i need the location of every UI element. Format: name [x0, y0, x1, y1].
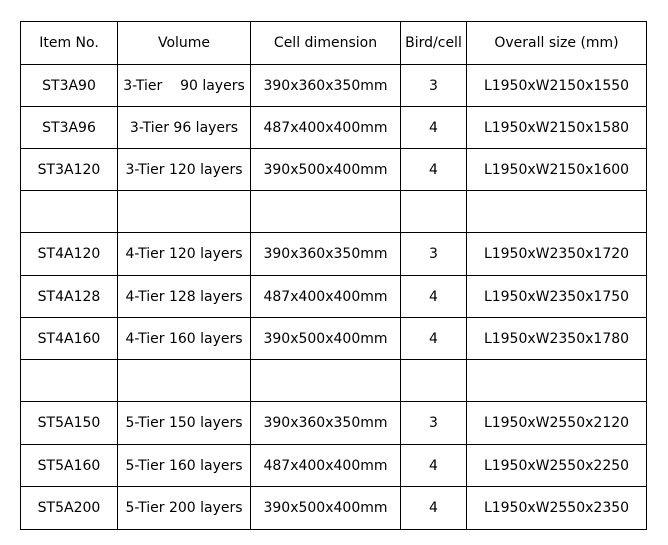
cell-dimension-cell: 487x400x400mm [251, 107, 401, 149]
table-row [21, 487, 647, 530]
volume-cell: 4-Tier 160 layers [118, 318, 251, 360]
item-no-cell: ST5A160 [21, 445, 118, 487]
volume-cell: 4-Tier 128 layers [118, 276, 251, 318]
item-no-cell: ST3A120 [21, 149, 118, 191]
cell-dimension-cell: 390x360x350mm [251, 402, 401, 445]
table-row [21, 65, 647, 107]
header-overall-size: Overall size (mm) [467, 22, 647, 65]
item-no-cell: ST5A150 [21, 402, 118, 445]
item-no-cell: ST4A160 [21, 318, 118, 360]
volume-cell: 5-Tier 200 layers [118, 487, 251, 530]
table-row [21, 276, 647, 318]
header-row [21, 22, 647, 65]
bird-per-cell-cell: 4 [401, 487, 467, 530]
bird-per-cell-cell: 4 [401, 276, 467, 318]
overall-size-cell: L1950xW2550x2120 [467, 402, 647, 445]
bird-per-cell-cell: 3 [401, 233, 467, 276]
item-no-cell: ST5A200 [21, 487, 118, 530]
empty-cell [401, 191, 467, 233]
overall-size-cell: L1950xW2550x2350 [467, 487, 647, 530]
header-bird-per-cell: Bird/cell [401, 22, 467, 65]
spacer-row [21, 360, 647, 402]
item-no-cell: ST4A120 [21, 233, 118, 276]
table-row [21, 107, 647, 149]
empty-cell [21, 191, 118, 233]
overall-size-cell: L1950xW2350x1780 [467, 318, 647, 360]
cell-dimension-cell: 487x400x400mm [251, 276, 401, 318]
header-item-no: Item No. [21, 22, 118, 65]
empty-cell [251, 191, 401, 233]
cell-dimension-cell: 390x500x400mm [251, 149, 401, 191]
volume-cell: 5-Tier 160 layers [118, 445, 251, 487]
item-no-cell: ST3A96 [21, 107, 118, 149]
bird-per-cell-cell: 3 [401, 65, 467, 107]
bird-per-cell-cell: 4 [401, 445, 467, 487]
spacer-row [21, 191, 647, 233]
header-cell-dimension: Cell dimension [251, 22, 401, 65]
item-no-cell: ST4A128 [21, 276, 118, 318]
bird-per-cell-cell: 4 [401, 149, 467, 191]
overall-size-cell: L1950xW2350x1720 [467, 233, 647, 276]
overall-size-cell: L1950xW2550x2250 [467, 445, 647, 487]
empty-cell [21, 360, 118, 402]
overall-size-cell: L1950xW2150x1580 [467, 107, 647, 149]
table-row [21, 149, 647, 191]
volume-cell: 4-Tier 120 layers [118, 233, 251, 276]
spec-table [20, 21, 647, 530]
overall-size-cell: L1950xW2150x1600 [467, 149, 647, 191]
volume-cell: 5-Tier 150 layers [118, 402, 251, 445]
cell-dimension-cell: 487x400x400mm [251, 445, 401, 487]
table-row [21, 445, 647, 487]
bird-per-cell-cell: 4 [401, 318, 467, 360]
cell-dimension-cell: 390x500x400mm [251, 487, 401, 530]
empty-cell [401, 360, 467, 402]
table-row [21, 402, 647, 445]
empty-cell [118, 191, 251, 233]
bird-per-cell-cell: 4 [401, 107, 467, 149]
cell-dimension-cell: 390x360x350mm [251, 233, 401, 276]
table-row [21, 318, 647, 360]
overall-size-cell: L1950xW2350x1750 [467, 276, 647, 318]
header-volume: Volume [118, 22, 251, 65]
empty-cell [467, 191, 647, 233]
volume-cell: 3-Tier 120 layers [118, 149, 251, 191]
empty-cell [467, 360, 647, 402]
empty-cell [118, 360, 251, 402]
table-row [21, 233, 647, 276]
cell-dimension-cell: 390x500x400mm [251, 318, 401, 360]
volume-cell: 3-Tier 96 layers [118, 107, 251, 149]
bird-per-cell-cell: 3 [401, 402, 467, 445]
cell-dimension-cell: 390x360x350mm [251, 65, 401, 107]
overall-size-cell: L1950xW2150x1550 [467, 65, 647, 107]
empty-cell [251, 360, 401, 402]
volume-cell: 3-Tier 90 layers [118, 65, 251, 107]
item-no-cell: ST3A90 [21, 65, 118, 107]
